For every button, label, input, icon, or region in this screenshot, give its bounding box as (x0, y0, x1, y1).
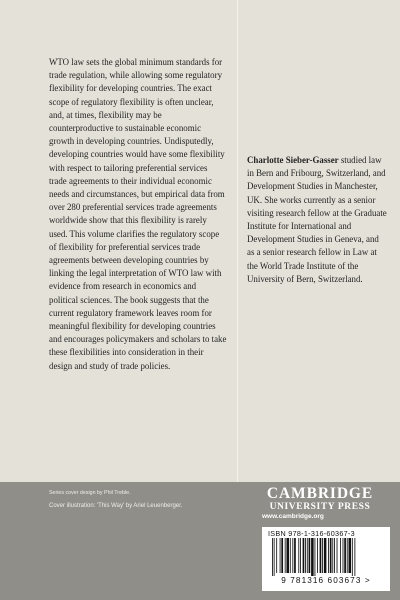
isbn-barcode-box (262, 527, 390, 591)
barcode-bar (281, 538, 283, 573)
barcode-bar (347, 538, 348, 573)
barcode-bar (340, 538, 341, 573)
barcode-bar (294, 538, 296, 573)
barcode-bar (276, 538, 277, 573)
barcode-bar (337, 538, 338, 573)
book-description: WTO law sets the global minimum standards for trade regulation, while allowing some regulatory flexibility for developing countries. The exact scope of regulatory flexibility is often unclear, and, at times, flexibility may be counterproductive to sustainable economic growth in developing countries. Undisputedly, developing countries would have some flexibility with respect to tailoring preferential services trade agreements to their individual economic needs and circumstances, but empirical data from over 280 preferential services trade agreements worldwide show that this flexibility is rarely used. This volume clarifies the regulatory scope of flexibility for preferential services trade agreements between developing countries by linking the legal interpretation of WTO law with evidence from research in economics and political sciences. The book suggests that the current regulatory framework leaves room for meaningful flexibility for developing countries and encourages policymakers and scholars to take these flexibilities into consideration in their design and study of trade policies. (49, 57, 227, 371)
barcode-bar (322, 538, 323, 573)
column-divider (237, 0, 238, 482)
barcode-bar (332, 538, 333, 573)
publisher-logo (252, 486, 388, 522)
barcode-bar (305, 538, 306, 573)
author-bio-text: studied law in Bern and Fribourg, Switzerland, and Development Studies in Manchester, UK. She works currently as a senior visiting research fellow at the Graduate Institute for International and Development Studies in Geneva, and as a senior research fellow in Law at the World Trade Institute of the University of Bern, Switzerland. (247, 155, 387, 284)
barcode-image (266, 538, 386, 576)
barcode-bar (280, 538, 281, 573)
barcode-bar (286, 538, 289, 573)
barcode-bar (320, 538, 322, 573)
barcode-bar (317, 538, 318, 573)
barcode-bar (300, 538, 301, 573)
publisher-url: www.cambridge.org (262, 513, 324, 520)
author-bio (247, 154, 387, 286)
barcode-digits: 9 781316 603673 > (281, 576, 371, 585)
barcode-bar (285, 538, 286, 573)
barcode-bar (311, 538, 314, 576)
barcode-bar (307, 538, 308, 573)
barcode-bar (315, 538, 316, 576)
barcode-bar (324, 538, 327, 573)
publisher-name: CAMBRIDGE (266, 485, 374, 502)
barcode-bar (274, 538, 275, 576)
barcode-bar (290, 538, 291, 573)
publisher-subtitle: UNIVERSITY PRESS (269, 502, 371, 512)
barcode-bar (344, 538, 346, 573)
barcode-bar (309, 538, 311, 573)
barcode-bar (352, 538, 353, 576)
author-name: Charlotte Sieber-Gasser (247, 155, 339, 165)
barcode-bar (330, 538, 332, 573)
illustration-credit: Cover illustration: 'This Way' by Ariel Leuenberger. (49, 503, 183, 509)
barcode-bar (328, 538, 329, 573)
barcode-bar (334, 538, 335, 573)
series-design-credit: Series cover design by Phil Treble. (49, 490, 131, 496)
barcode-bar (298, 538, 299, 573)
barcode-bar (354, 538, 355, 576)
barcode-bar (292, 538, 293, 573)
barcode-bar (303, 538, 305, 573)
barcode-bar (349, 538, 352, 573)
barcode-bar (343, 538, 344, 573)
isbn-label: ISBN 978-1-316-60367-3 (268, 529, 355, 538)
barcode-bar (272, 538, 273, 576)
